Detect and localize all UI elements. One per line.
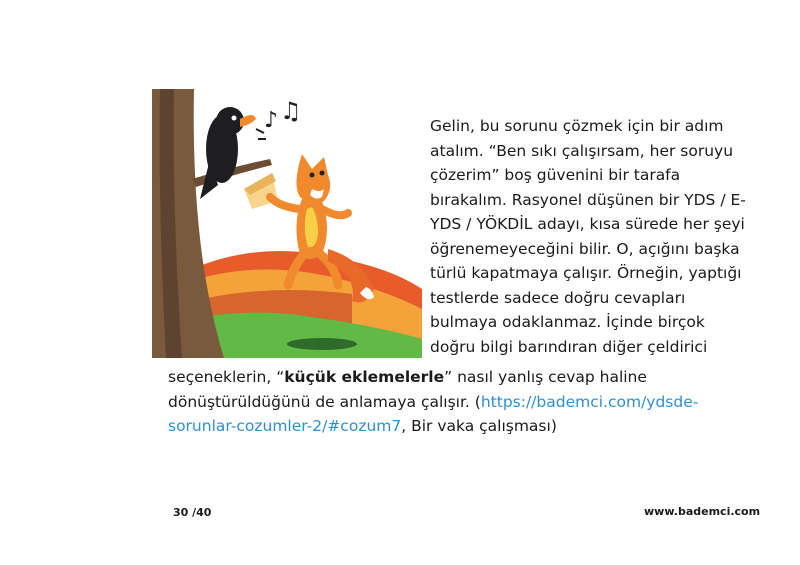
text-line: öğrenemeyeceğini bilir. O, açığını başka [430, 239, 740, 258]
text-line [168, 365, 698, 390]
paragraph-right-column [430, 114, 746, 359]
text-segment: seçeneklerin, “ [168, 368, 285, 386]
text-line [168, 390, 698, 415]
text-line: doğru bilgi barındıran diğer çeldirici [430, 337, 708, 356]
svg-text:♫: ♫ [280, 97, 302, 125]
reference-link[interactable]: https://bademci.com/ydsde- [480, 392, 699, 411]
text-line [168, 414, 698, 439]
paragraph-full-width [168, 365, 698, 439]
text-line: çözerim” boş güvenini bir tarafa [430, 166, 681, 184]
text-segment: dönüştürüldüğünü de anlamaya çalışır. ( [168, 392, 481, 411]
text-line: atalım. “Ben sıkı çalışırsam, her soruyu [430, 141, 734, 160]
website-link[interactable]: www.bademci.com [644, 505, 761, 518]
emphasis-text: küçük eklemelerle [284, 368, 445, 386]
text-line: testlerde sadece doğru cevapları [430, 288, 686, 307]
svg-text:♪: ♪ [264, 108, 279, 133]
reference-link-continued[interactable]: sorunlar-cozumler-2/#cozum7 [168, 417, 402, 435]
page-number: 30 /40 [173, 506, 212, 519]
text-line: bırakalım. Rasyonel düşünen bir YDS / E- [430, 190, 746, 209]
text-line: Gelin, bu sorunu çözmek için bir adım [430, 117, 724, 135]
text-segment: ” nasıl yanlış cevap haline [444, 368, 647, 386]
fox-and-crow-illustration [152, 89, 422, 358]
text-line: türlü kapatmaya çalışır. Örneğin, yaptığı [430, 264, 742, 282]
text-line: YDS / YÖKDİL adayı, kısa sürede her şeyi [430, 215, 745, 233]
text-segment: , Bir vaka çalışması) [401, 417, 557, 435]
text-line: bulmaya odaklanmaz. İçinde birçok [430, 313, 705, 331]
